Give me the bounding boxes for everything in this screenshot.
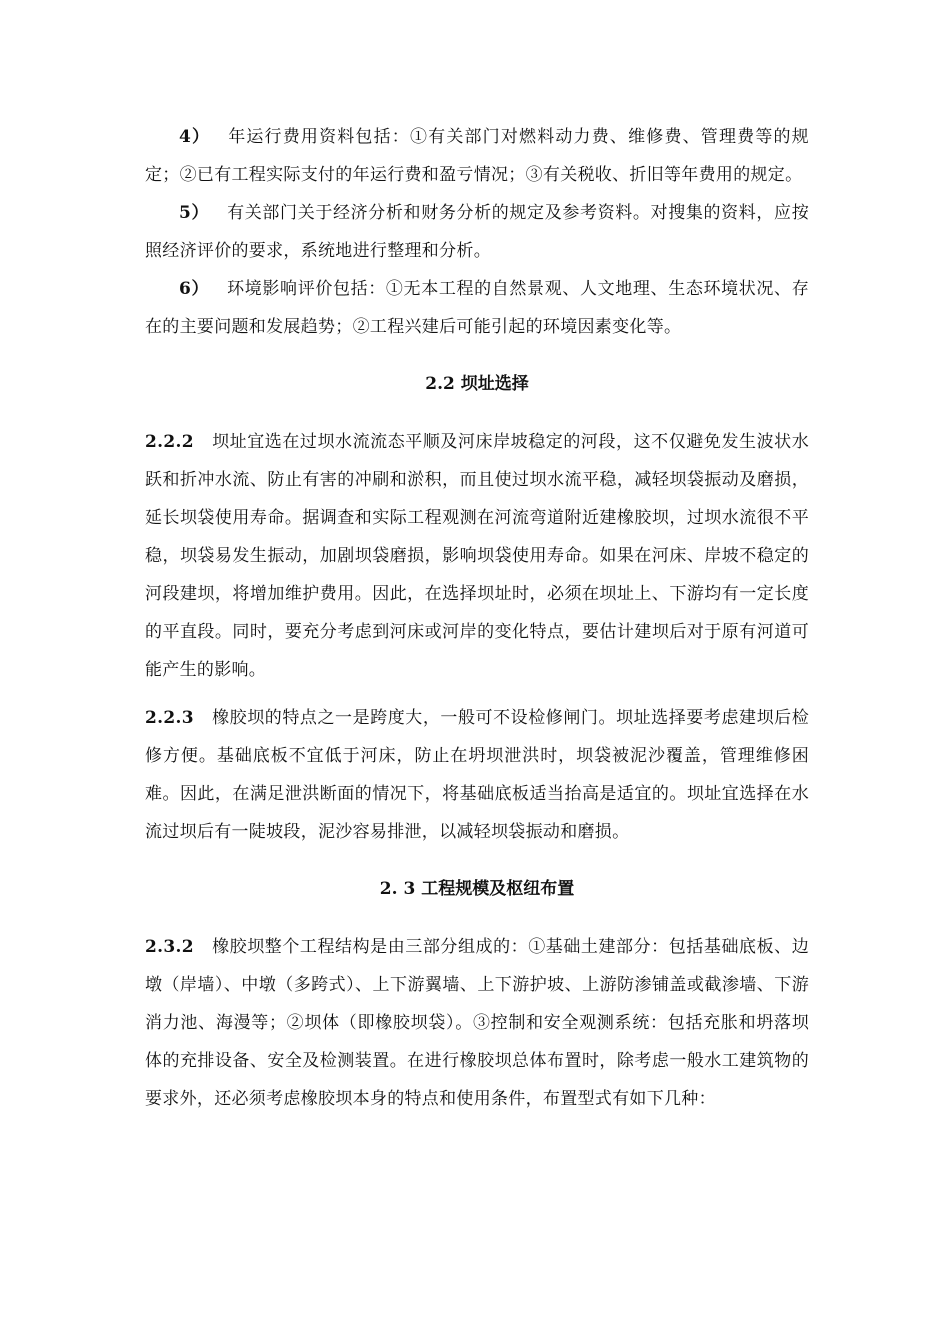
list-item-text: 环境影响评价包括：①无本工程的自然景观、人文地理、生态环境状况、存在的主要问题和发展趋势；②工程兴建后可能引起的环境因素变化等。 <box>145 279 809 337</box>
clause-text: 橡胶坝整个工程结构是由三部分组成的：①基础土建部分：包括基础底板、边墩（岸墙）、中墩（多跨式）、上下游翼墙、上下游护坡、上游防渗铺盖或截渗墙、下游消力池、海漫等；②坝体（即橡胶坝袋）。③控制和安全观测系统：包括充胀和坍落坝体的充排设备、安全及检测装置。在进行橡胶坝总体布置时，除考虑一般水工建筑物的要求外，还必须考虑橡胶坝本身的特点和使用条件，布置型式有如下几种： <box>145 937 809 1109</box>
list-item-text: 年运行费用资料包括：①有关部门对燃料动力费、维修费、管理费等的规定；②已有工程实际支付的年运行费和盈亏情况；③有关税收、折旧等年费用的规定。 <box>145 127 809 185</box>
clause-number: 2.3.2 <box>145 937 194 957</box>
list-item-number: 5） <box>179 203 210 223</box>
list-item-6 <box>145 270 809 346</box>
clause-2-2-3 <box>145 699 809 851</box>
list-item-4 <box>145 118 809 194</box>
list-item-number: 4） <box>179 127 211 147</box>
clause-text: 坝址宜选在过坝水流流态平顺及河床岸坡稳定的河段，这不仅避免发生波状水跃和折冲水流、防止有害的冲刷和淤积，而且使过坝水流平稳，减轻坝袋振动及磨损，延长坝袋使用寿命。据调查和实际工程观测在河流弯道附近建橡胶坝，过坝水流很不平稳，坝袋易发生振动，加剧坝袋磨损，影响坝袋使用寿命。如果在河床、岸坡不稳定的河段建坝，将增加维护费用。因此，在选择坝址时，必须在坝址上、下游均有一定长度的平直段。同时，要充分考虑到河床或河岸的变化特点，要估计建坝后对于原有河道可能产生的影响。 <box>145 432 809 680</box>
section-heading-2-2: 2.2 坝址选择 <box>425 374 529 394</box>
list-item-number: 6） <box>179 279 210 299</box>
list-item-5 <box>145 194 809 270</box>
document-body <box>145 118 809 1118</box>
clause-number: 2.2.2 <box>145 432 194 452</box>
clause-2-2-2 <box>145 423 809 689</box>
section-heading-2-3: 2. 3 工程规模及枢纽布置 <box>379 879 575 899</box>
clause-2-3-2 <box>145 928 809 1118</box>
clause-text: 橡胶坝的特点之一是跨度大，一般可不设检修闸门。坝址选择要考虑建坝后检修方便。基础底板不宜低于河床，防止在坍坝泄洪时，坝袋被泥沙覆盖，管理维修困难。因此，在满足泄洪断面的情况下，将基础底板适当抬高是适宜的。坝址宜选择在水流过坝后有一陡坡段，泥沙容易排泄，以减轻坝袋振动和磨损。 <box>145 708 809 842</box>
list-item-text: 有关部门关于经济分析和财务分析的规定及参考资料。对搜集的资料，应按照经济评价的要求，系统地进行整理和分析。 <box>145 203 809 261</box>
clause-number: 2.2.3 <box>145 708 194 728</box>
